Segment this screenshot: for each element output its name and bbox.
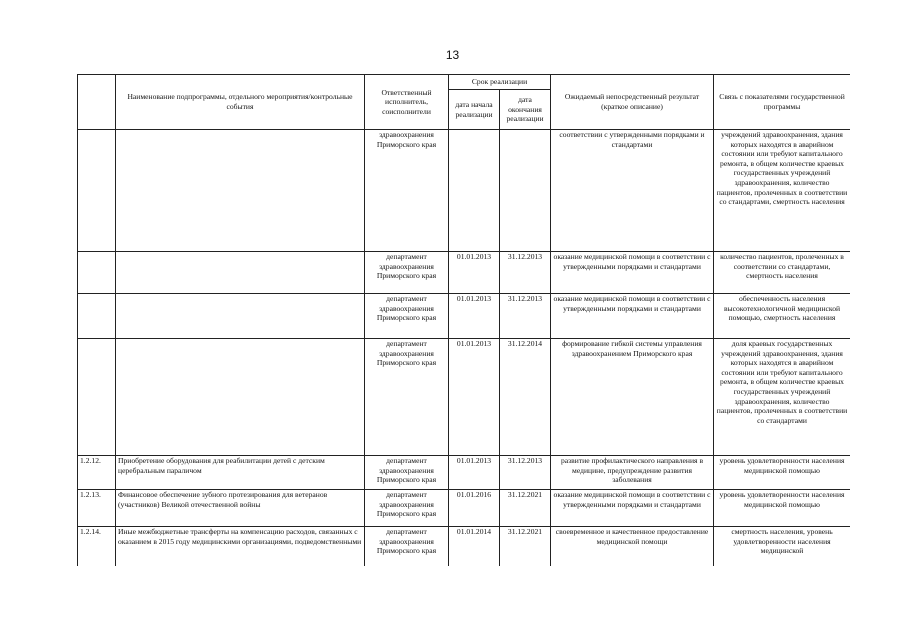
cell-name: Финансовое обеспечение зубного протезирования для ветеранов (участников) Великой отечественной войны	[116, 490, 365, 527]
cell-result: своевременное и качественное предоставление медицинской помощи	[551, 527, 714, 567]
cell-result: формирование гибкой системы управления здравоохранением Приморского края	[551, 339, 714, 456]
cell-end: 31.12.2021	[500, 490, 551, 527]
cell-end: 31.12.2013	[500, 252, 551, 294]
cell-result: оказание медицинской помощи в соответствии с утвержденными порядками и стандартами	[551, 490, 714, 527]
cell-num	[78, 294, 116, 339]
cell-end: 31.12.2014	[500, 339, 551, 456]
header-link: Связь с показателями государственной программы	[714, 75, 850, 130]
cell-start: 01.01.2013	[449, 252, 500, 294]
header-num	[78, 75, 116, 130]
program-table-container	[77, 74, 850, 566]
cell-name	[116, 252, 365, 294]
table-row	[78, 456, 851, 490]
cell-start	[449, 130, 500, 252]
cell-link: уровень удовлетворенности населения медицинской помощью	[714, 456, 850, 490]
cell-name	[116, 294, 365, 339]
cell-num: 1.2.14.	[78, 527, 116, 567]
table-row	[78, 490, 851, 527]
cell-link: доля краевых государственных учреждений здравоохранения, здания которых находятся в аварийном состоянии или требуют капитального ремонта, в общем количестве краевых государственных учреждений здравоохранения, количество пациентов, пролеченных в соответствии со стандартами	[714, 339, 850, 456]
cell-executor: департамент здравоохранения Приморского края	[365, 339, 449, 456]
cell-num	[78, 130, 116, 252]
cell-num: 1.2.13.	[78, 490, 116, 527]
cell-start: 01.01.2013	[449, 339, 500, 456]
cell-executor: департамент здравоохранения Приморского края	[365, 527, 449, 567]
cell-end: 31.12.2013	[500, 456, 551, 490]
cell-executor: департамент здравоохранения Приморского края	[365, 456, 449, 490]
cell-end	[500, 130, 551, 252]
table-row	[78, 130, 851, 252]
program-table	[77, 74, 850, 566]
cell-num	[78, 252, 116, 294]
cell-result: оказание медицинской помощи в соответствии с утвержденными порядками и стандартами	[551, 252, 714, 294]
header-result: Ожидаемый непосредственный результат (краткое описание)	[551, 75, 714, 130]
cell-end: 31.12.2021	[500, 527, 551, 567]
header-start: дата начала реализации	[449, 90, 500, 130]
cell-name	[116, 130, 365, 252]
cell-start: 01.01.2016	[449, 490, 500, 527]
header-name: Наименование подпрограммы, отдельного мероприятия/контрольные события	[116, 75, 365, 130]
cell-result: оказание медицинской помощи в соответствии с утвержденными порядками и стандартами	[551, 294, 714, 339]
cell-link: обеспеченность населения высокотехнологичной медицинской помощью, смертность населения	[714, 294, 850, 339]
cell-result: развитие профилактического направления в медицине, предупреждение развития заболевания	[551, 456, 714, 490]
cell-num: 1.2.12.	[78, 456, 116, 490]
cell-executor: здравоохранения Приморского края	[365, 130, 449, 252]
table-row	[78, 339, 851, 456]
cell-name: Приобретение оборудования для реабилитации детей с детским церебральным параличом	[116, 456, 365, 490]
cell-end: 31.12.2013	[500, 294, 551, 339]
table-row	[78, 527, 851, 567]
cell-link: смертность населения, уровень удовлетворенности населения медицинской	[714, 527, 850, 567]
cell-result: соответствии с утвержденными порядками и стандартами	[551, 130, 714, 252]
table-row	[78, 252, 851, 294]
cell-executor: департамент здравоохранения Приморского края	[365, 294, 449, 339]
cell-num	[78, 339, 116, 456]
cell-link: учреждений здравоохранения, здания которых находятся в аварийном состоянии или требуют капитального ремонта, в общем количестве краевых государственных учреждений здравоохранения, количество пациентов, пролеченных в соответствии со стандартами, смертность населения	[714, 130, 850, 252]
cell-name: Иные межбюджетные трансферты на компенсацию расходов, связанных с оказанием в 2015 году медицинскими организациями, подведомственными	[116, 527, 365, 567]
cell-executor: департамент здравоохранения Приморского края	[365, 490, 449, 527]
header-executor: Ответственный исполнитель, соисполнители	[365, 75, 449, 130]
cell-name	[116, 339, 365, 456]
page-number: 13	[445, 48, 460, 62]
cell-executor: департамент здравоохранения Приморского края	[365, 252, 449, 294]
table-row	[78, 294, 851, 339]
header-end: дата окончания реализации	[500, 90, 551, 130]
cell-start: 01.01.2013	[449, 456, 500, 490]
cell-link: уровень удовлетворенности населения медицинской помощью	[714, 490, 850, 527]
header-term: Срок реализации	[449, 75, 551, 90]
cell-link: количество пациентов, пролеченных в соответствии со стандартами, смертность населения	[714, 252, 850, 294]
cell-start: 01.01.2013	[449, 294, 500, 339]
cell-start: 01.01.2014	[449, 527, 500, 567]
